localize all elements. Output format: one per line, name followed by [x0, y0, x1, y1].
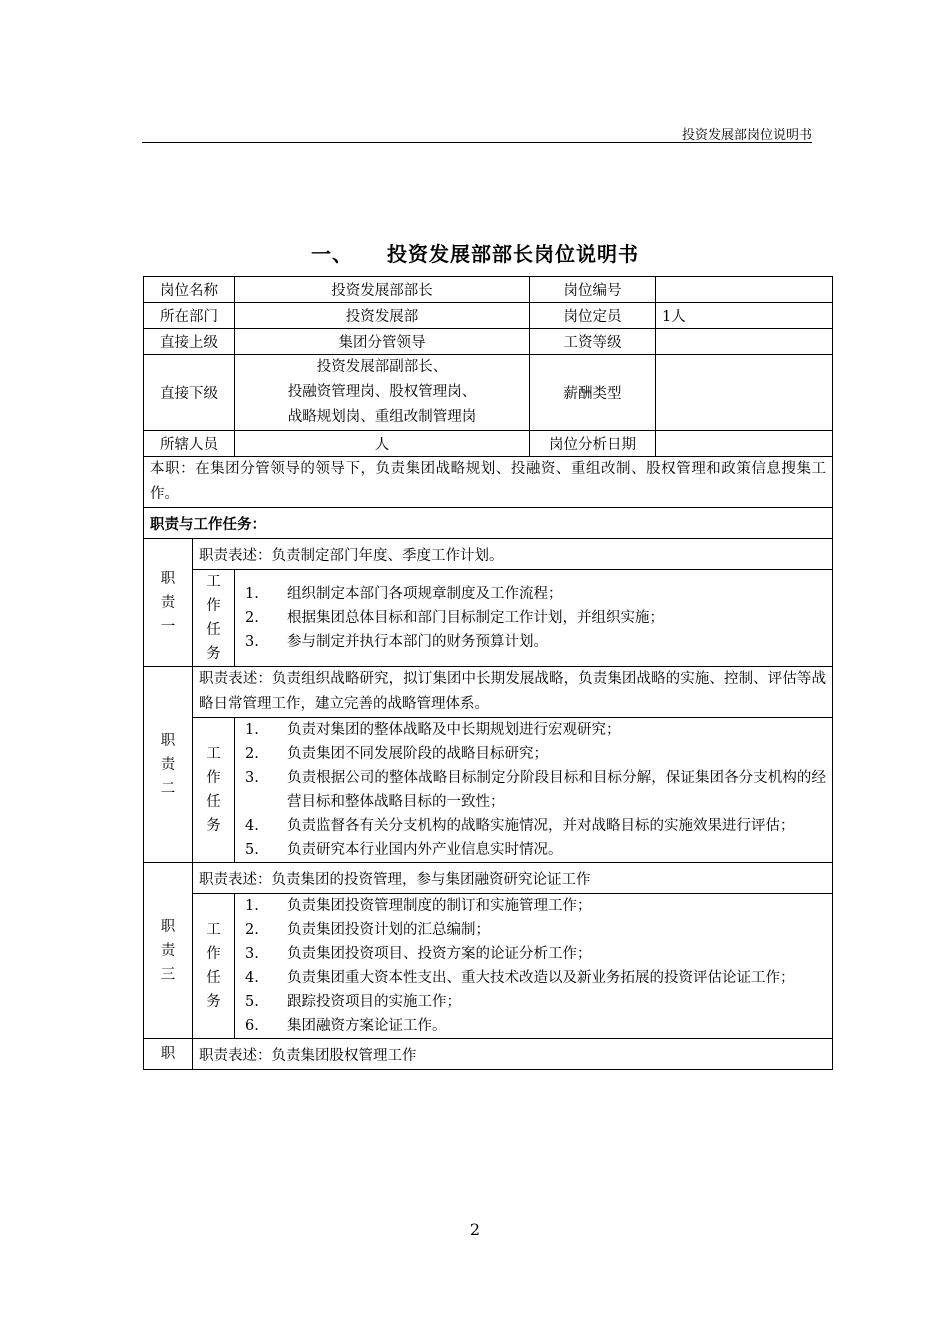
job-description-table — [143, 276, 833, 1070]
superior-value: 集团分管领导 — [235, 329, 530, 355]
task-label: 工 作 任 务 — [193, 570, 235, 667]
list-item: 3. 负责集团投资项目、投资方案的论证分析工作； — [245, 946, 592, 962]
title-number: 一、 — [311, 242, 353, 266]
subordinates-value — [235, 355, 530, 431]
duty-3-task-list — [235, 894, 833, 1039]
duty-3-label: 职 责 三 — [144, 863, 193, 1039]
duty-2-label: 职 责 二 — [144, 667, 193, 863]
list-item: 5. 负责研究本行业国内外产业信息实时情况。 — [245, 842, 563, 858]
analysis-date-label: 岗位分析日期 — [530, 431, 656, 457]
duty-tasks-row — [144, 718, 833, 863]
headcount-label: 岗位定员 — [530, 303, 656, 329]
info-row-superior — [144, 329, 833, 355]
duty-tasks-row — [144, 570, 833, 667]
list-item: 2. 根据集团总体目标和部门目标制定工作计划，并组织实施； — [245, 610, 664, 626]
salary-type-label: 薪酬类型 — [530, 355, 656, 431]
duty-tasks-row — [144, 894, 833, 1039]
staff-label: 所辖人员 — [144, 431, 235, 457]
list-item: 3. 参与制定并执行本部门的财务预算计划。 — [245, 634, 548, 650]
list-item: 2. 负责集团不同发展阶段的战略目标研究； — [245, 746, 548, 762]
duty-2-task-list — [235, 718, 833, 863]
task-label: 工 作 任 务 — [193, 894, 235, 1039]
duty-statement-row — [144, 539, 833, 570]
document-title — [0, 238, 950, 267]
page-number: 2 — [469, 1220, 481, 1239]
title-text: 投资发展部部长岗位说明书 — [387, 242, 639, 266]
duty-1-statement: 职责表述：负责制定部门年度、季度工作计划。 — [193, 539, 833, 570]
duty-3-statement: 职责表述：负责集团的投资管理，参与集团融资研究论证工作 — [193, 863, 833, 894]
subordinates-label: 直接下级 — [144, 355, 235, 431]
duty-statement-row — [144, 667, 833, 718]
position-code-value — [656, 277, 833, 303]
duty-4-label: 职 — [144, 1039, 193, 1070]
department-value: 投资发展部 — [235, 303, 530, 329]
job-summary: 本职：在集团分管领导的领导下，负责集团战略规划、投融资、重组改制、股权管理和政策信息搜集工作。 — [144, 457, 833, 508]
salary-grade-value — [656, 329, 833, 355]
list-item: 4. 负责集团重大资本性支出、重大技术改造以及新业务拓展的投资评估论证工作； — [245, 970, 795, 986]
headcount-value: 1人 — [656, 303, 833, 329]
salary-grade-label: 工资等级 — [530, 329, 656, 355]
list-item: 2. 负责集团投资计划的汇总编制； — [245, 922, 490, 938]
subordinates-line: 战略规划岗、重组改制管理岗 — [287, 409, 477, 425]
duties-heading-row — [144, 508, 833, 539]
info-row-staff — [144, 431, 833, 457]
duty-4-statement: 职责表述：负责集团股权管理工作 — [193, 1039, 833, 1070]
duties-heading: 职责与工作任务： — [144, 508, 833, 539]
task-label: 工 作 任 务 — [193, 718, 235, 863]
subordinates-line: 投融资管理岗、股权管理岗、 — [287, 384, 477, 400]
running-header: 投资发展部岗位说明书 — [681, 128, 812, 143]
list-item: 3. 负责根据公司的整体战略目标制定分阶段目标和目标分解，保证集团各分支机构的经营目标和整体战略目标的一致性； — [245, 770, 826, 810]
analysis-date-value — [656, 431, 833, 457]
list-item: 6. 集团融资方案论证工作。 — [245, 1018, 447, 1034]
staff-value: 人 — [235, 431, 530, 457]
list-item: 1. 组织制定本部门各项规章制度及工作流程； — [245, 586, 563, 602]
duty-1-task-list — [235, 570, 833, 667]
position-code-label: 岗位编号 — [530, 277, 656, 303]
duty-2-statement: 职责表述：负责组织战略研究，拟订集团中长期发展战略，负责集团战略的实施、控制、评估等战略日常管理工作，建立完善的战略管理体系。 — [193, 667, 833, 718]
subordinates-line: 投资发展部副部长、 — [316, 359, 448, 375]
duty-statement-row — [144, 1039, 833, 1070]
duty-1-label: 职 责 一 — [144, 539, 193, 667]
list-item: 4. 负责监督各有关分支机构的战略实施情况，并对战略目标的实施效果进行评估； — [245, 818, 795, 834]
header-rule — [142, 142, 812, 143]
position-name-value: 投资发展部部长 — [235, 277, 530, 303]
list-item: 5. 跟踪投资项目的实施工作； — [245, 994, 461, 1010]
info-row-subordinates — [144, 355, 833, 431]
info-row-department — [144, 303, 833, 329]
list-item: 1. 负责集团投资管理制度的制订和实施管理工作； — [245, 898, 592, 914]
list-item: 1. 负责对集团的整体战略及中长期规划进行宏观研究； — [245, 722, 621, 738]
duty-statement-row — [144, 863, 833, 894]
info-row-position — [144, 277, 833, 303]
summary-row — [144, 457, 833, 508]
department-label: 所在部门 — [144, 303, 235, 329]
position-name-label: 岗位名称 — [144, 277, 235, 303]
salary-type-value — [656, 355, 833, 431]
superior-label: 直接上级 — [144, 329, 235, 355]
